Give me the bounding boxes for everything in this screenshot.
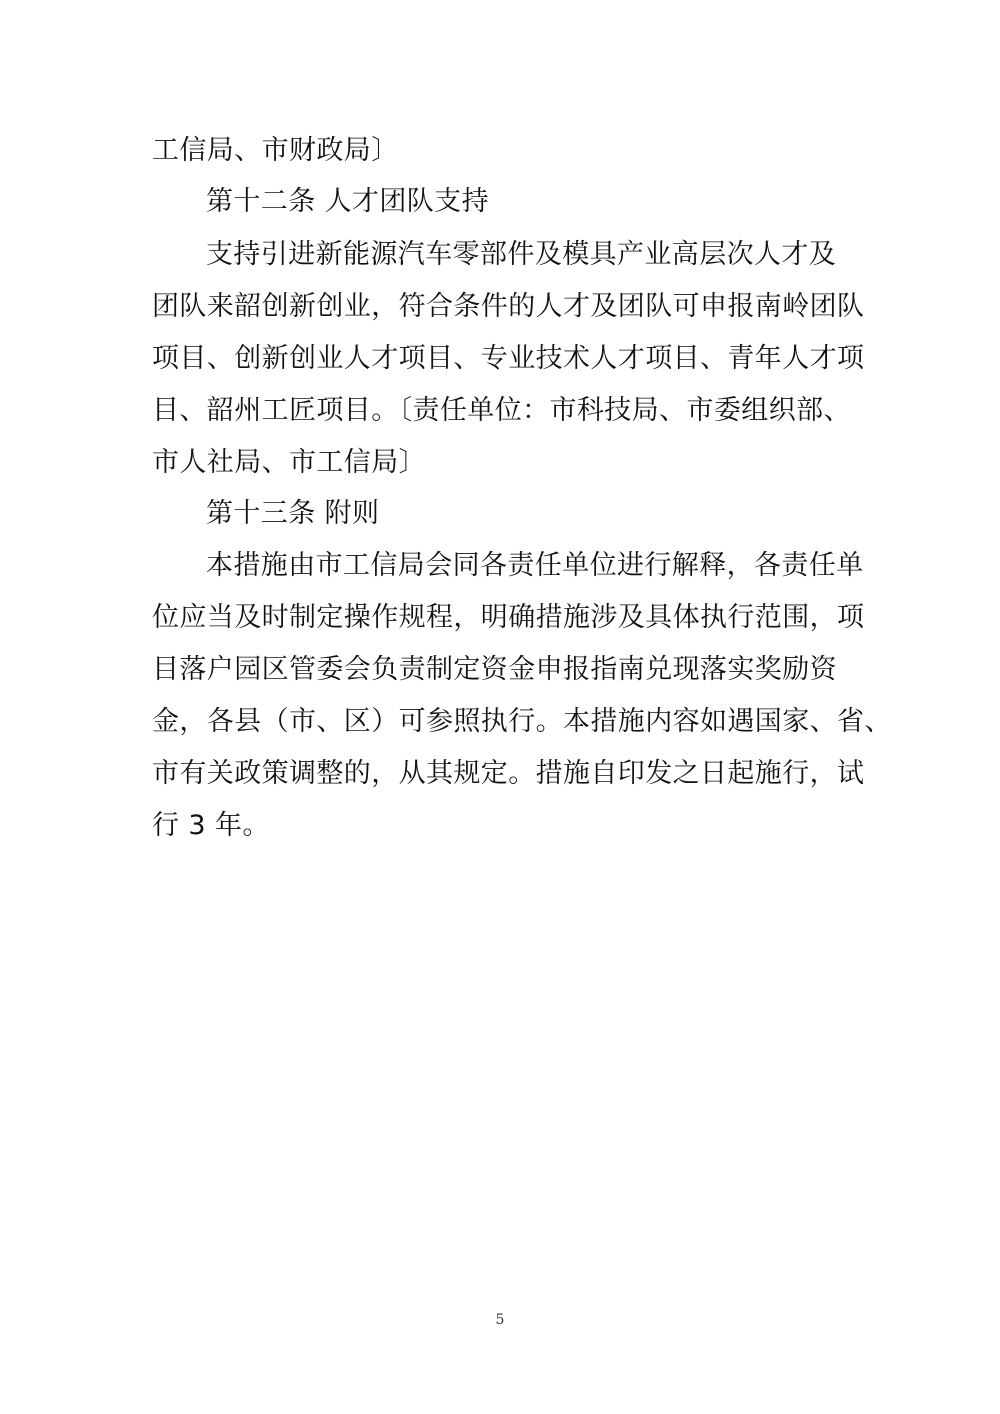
page-number: 5 [495, 1312, 505, 1328]
text-line-prev-responsible-units: 工信局、市财政局〕 [152, 135, 399, 166]
article-13-text-line-3: 目落户园区管委会负责制定资金申报指南兑现落实奖励资 [152, 654, 837, 685]
article-13-text-line-6: 行 3 年。 [152, 810, 270, 841]
article-13-text-line-5: 市有关政策调整的，从其规定。措施自印发之日起施行，试 [152, 758, 865, 789]
article-13-heading: 第十三条 附则 [206, 498, 380, 529]
article-12-text-line-1: 支持引进新能源汽车零部件及模具产业高层次人才及 [206, 239, 837, 270]
article-12-text-line-3: 项目、创新创业人才项目、专业技术人才项目、青年人才项 [152, 343, 865, 374]
article-13-text-line-4: 金，各县（市、区）可参照执行。本措施内容如遇国家、省、 [152, 706, 892, 737]
article-13-text-line-2: 位应当及时制定操作规程，明确措施涉及具体执行范围，项 [152, 602, 865, 633]
article-12-text-line-5: 市人社局、市工信局〕 [152, 447, 426, 478]
article-13-text-line-1: 本措施由市工信局会同各责任单位进行解释，各责任单 [206, 550, 864, 581]
article-12-heading: 第十二条 人才团队支持 [206, 186, 489, 217]
article-12-text-line-2: 团队来韶创新创业，符合条件的人才及团队可申报南岭团队 [152, 291, 865, 322]
article-12-text-line-4: 目、韶州工匠项目。〔责任单位：市科技局、市委组织部、 [152, 395, 851, 426]
